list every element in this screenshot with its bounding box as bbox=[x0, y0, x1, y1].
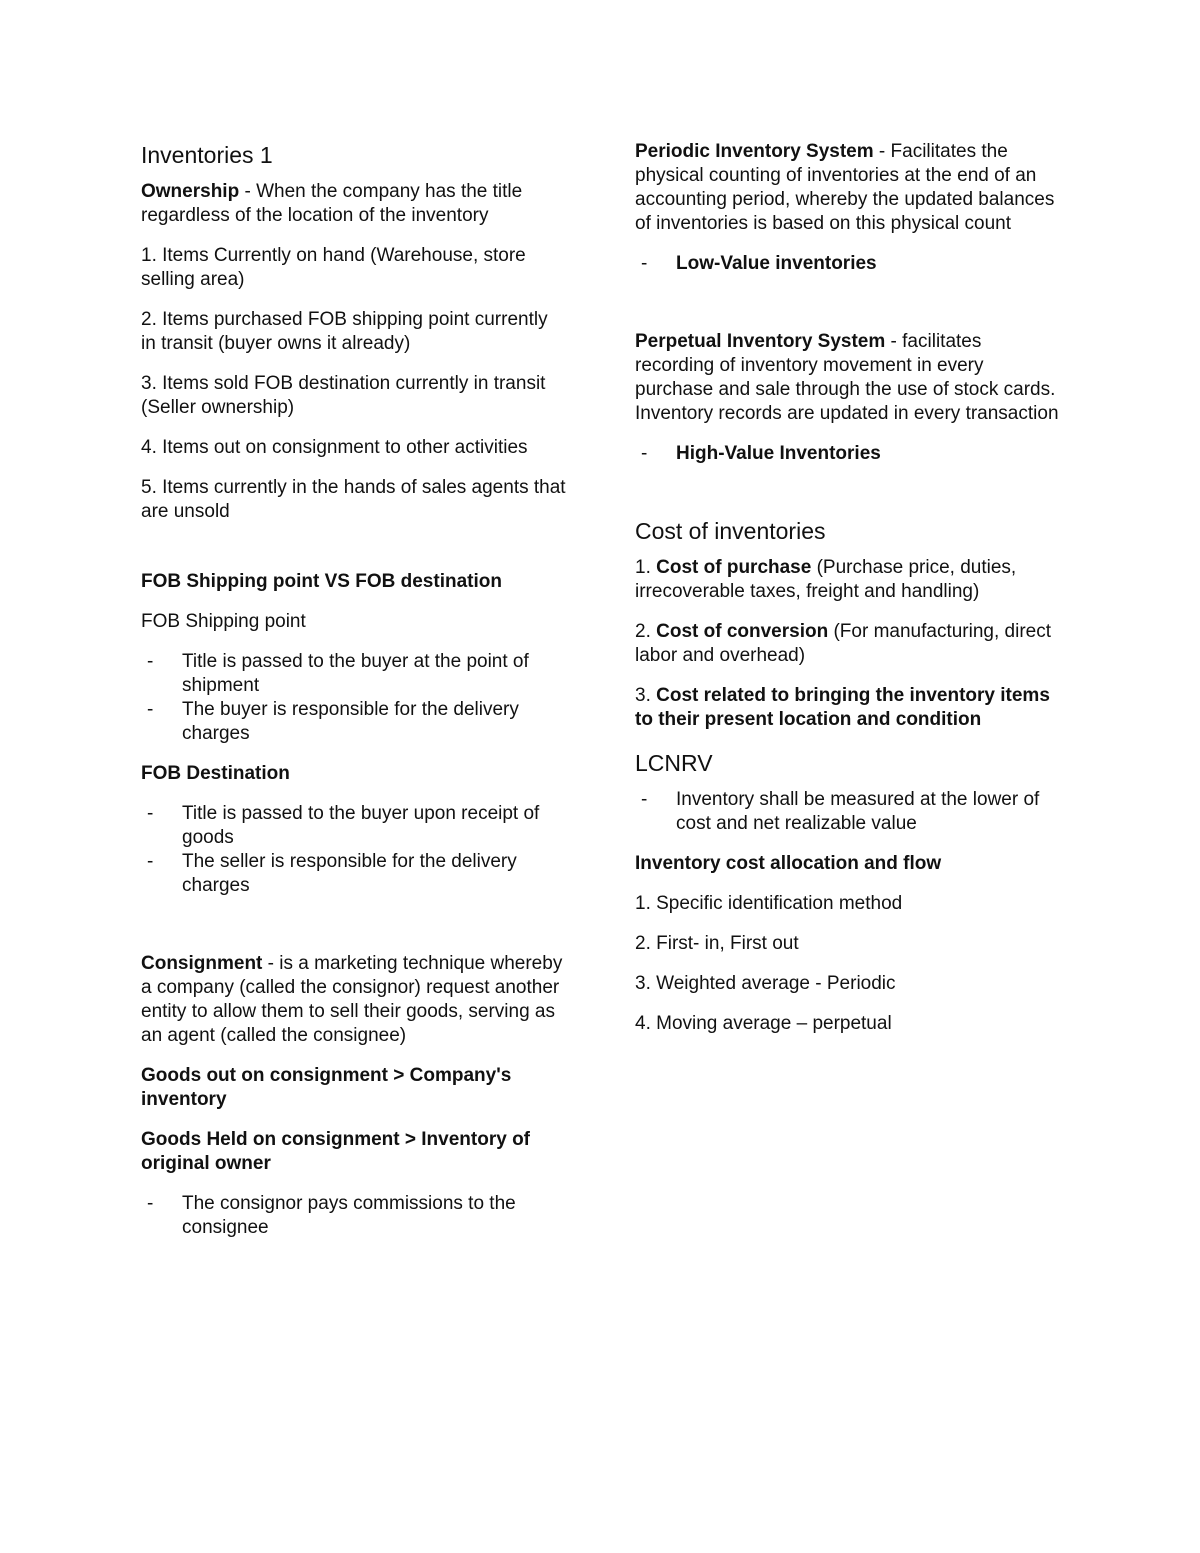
fob-heading-text: FOB Shipping point VS FOB destination bbox=[141, 571, 502, 592]
allocation-item: 1. Specific identification method bbox=[635, 893, 903, 914]
cost-item-detail: (For manufacturing, direct labor and overhead) bbox=[635, 621, 1052, 666]
ownership-item: 2. Items purchased FOB shipping point currently in transit (buyer owns it already) bbox=[141, 309, 548, 354]
cost-item-number: 3. bbox=[635, 685, 657, 706]
ownership-definition: - When the company has the title regardless of the location of the inventory bbox=[141, 181, 523, 226]
fob-heading bbox=[141, 570, 566, 594]
allocation-heading-text: Inventory cost allocation and flow bbox=[635, 853, 942, 874]
goods-held-text: Goods Held on consignment > Inventory of original owner bbox=[141, 1129, 530, 1174]
left-column bbox=[141, 140, 566, 1256]
goods-out-text: Goods out on consignment > Company's inventory bbox=[141, 1065, 512, 1110]
list-item: - Inventory shall be measured at the lower of cost and net realizable value bbox=[635, 788, 1060, 836]
periodic-paragraph bbox=[635, 140, 1060, 236]
list-item: - Title is passed to the buyer at the point of shipment bbox=[141, 650, 566, 698]
allocation-item: 2. First- in, First out bbox=[635, 933, 799, 954]
fob-destination-list bbox=[141, 802, 566, 898]
ownership-item: 1. Items Currently on hand (Warehouse, store selling area) bbox=[141, 245, 526, 290]
list-item-text: High-Value Inventories bbox=[676, 443, 881, 464]
list-item bbox=[635, 252, 1060, 276]
perpetual-term: Perpetual Inventory System bbox=[635, 331, 886, 352]
cost-item bbox=[635, 556, 1060, 604]
list-item-text: Low-Value inventories bbox=[676, 253, 877, 274]
periodic-definition: - Facilitates the physical counting of inventories at the end of an accounting period, whereby the updated balances of inventories is based on this physical count bbox=[635, 141, 1055, 234]
periodic-term: Periodic Inventory System bbox=[635, 141, 874, 162]
cost-item-detail: (Purchase price, duties, irrecoverable taxes, freight and handling) bbox=[635, 557, 1017, 602]
allocation-heading bbox=[635, 852, 1060, 876]
cost-heading: Cost of inventories bbox=[635, 518, 826, 544]
perpetual-list bbox=[635, 442, 1060, 466]
periodic-list bbox=[635, 252, 1060, 276]
list-item: - The seller is responsible for the delivery charges bbox=[141, 850, 566, 898]
ownership-paragraph bbox=[141, 180, 566, 228]
lcnrv-list bbox=[635, 788, 1060, 836]
allocation-item: 4. Moving average – perpetual bbox=[635, 1013, 892, 1034]
perpetual-definition: - facilitates recording of inventory movement in every purchase and sale through the use of stock cards. Inventory records are updated in every transaction bbox=[635, 331, 1059, 424]
goods-held-statement bbox=[141, 1128, 566, 1176]
cost-item bbox=[635, 684, 1060, 732]
consignor-list bbox=[141, 1192, 566, 1240]
document-title: Inventories 1 bbox=[141, 142, 273, 168]
consignment-definition: - is a marketing technique whereby a company (called the consignor) request another entity to allow them to sell their goods, serving as an agent (called the consignee) bbox=[141, 953, 563, 1046]
ownership-term: Ownership bbox=[141, 181, 240, 202]
cost-item bbox=[635, 620, 1060, 668]
cost-item-number: 2. bbox=[635, 621, 657, 642]
cost-item-term: Cost of purchase bbox=[656, 557, 812, 578]
list-item bbox=[635, 442, 1060, 466]
right-column bbox=[635, 140, 1060, 1052]
list-item: - Title is passed to the buyer upon receipt of goods bbox=[141, 802, 566, 850]
cost-item-term: Cost related to bringing the inventory items to their present location and condition bbox=[635, 685, 1050, 730]
ownership-item: 5. Items currently in the hands of sales agents that are unsold bbox=[141, 477, 566, 522]
fob-destination-label bbox=[141, 762, 566, 786]
ownership-item: 3. Items sold FOB destination currently in transit (Seller ownership) bbox=[141, 373, 546, 418]
consignment-paragraph bbox=[141, 952, 566, 1048]
lcnrv-heading: LCNRV bbox=[635, 750, 713, 776]
fob-shipping-label: FOB Shipping point bbox=[141, 611, 306, 632]
fob-shipping-list bbox=[141, 650, 566, 746]
goods-out-statement bbox=[141, 1064, 566, 1112]
list-item: - The consignor pays commissions to the consignee bbox=[141, 1192, 566, 1240]
allocation-item: 3. Weighted average - Periodic bbox=[635, 973, 896, 994]
cost-item-term: Cost of conversion bbox=[656, 621, 829, 642]
ownership-item: 4. Items out on consignment to other activities bbox=[141, 437, 528, 458]
perpetual-paragraph bbox=[635, 330, 1060, 426]
list-item: - The buyer is responsible for the delivery charges bbox=[141, 698, 566, 746]
consignment-term: Consignment bbox=[141, 953, 263, 974]
cost-item-number: 1. bbox=[635, 557, 657, 578]
fob-destination-label-text: FOB Destination bbox=[141, 763, 290, 784]
